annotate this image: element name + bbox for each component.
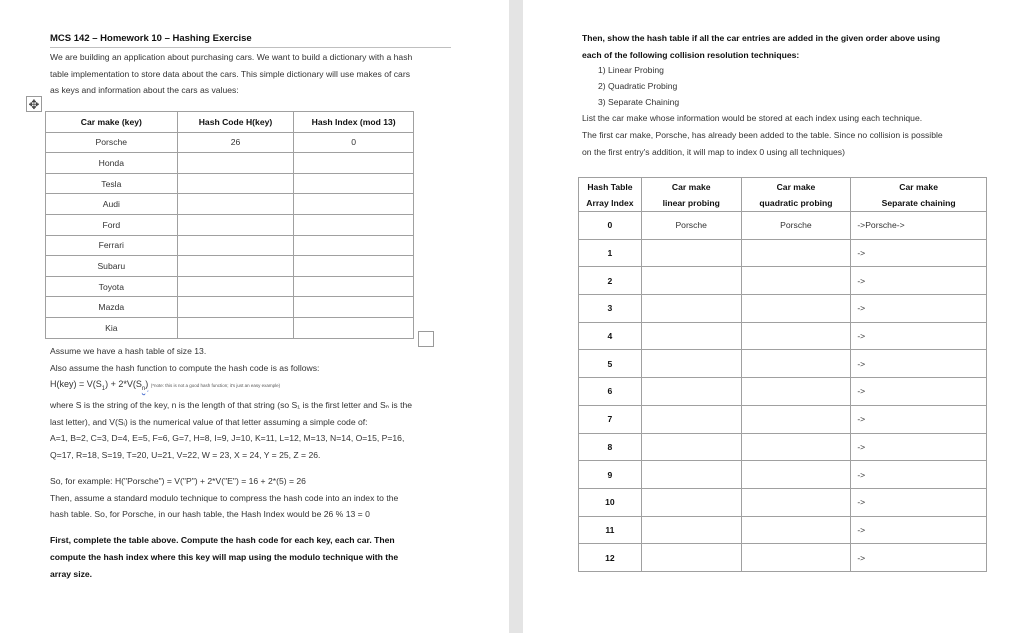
technique-list xyxy=(598,62,679,110)
header-separate-chaining: Car make Separate chaining xyxy=(851,178,987,212)
intro-line: Then, show the hash table if all the car entries are added in the given order above using xyxy=(582,33,941,43)
array-index-cell: 5 xyxy=(579,350,642,378)
array-index-cell: 8 xyxy=(579,433,642,461)
array-index-cell: 4 xyxy=(579,322,642,350)
hash-code-cell[interactable] xyxy=(177,276,294,297)
intro-line: each of the following collision resolution techniques: xyxy=(582,50,800,60)
chain-cell[interactable]: -> xyxy=(851,544,987,572)
letter-code-line: Q=17, R=18, S=19, T=20, U=21, V=22, W = 23, X = 24, Y = 25, Z = 26. xyxy=(50,449,321,460)
linear-cell[interactable] xyxy=(641,544,741,572)
table-row xyxy=(579,212,987,240)
table-row xyxy=(46,317,414,338)
hash-index-cell[interactable] xyxy=(294,235,414,256)
array-index-cell: 10 xyxy=(579,488,642,516)
array-index-cell: 12 xyxy=(579,544,642,572)
right-intro xyxy=(582,30,940,64)
example-paragraph xyxy=(50,473,398,523)
car-make-cell[interactable]: Mazda xyxy=(46,297,178,318)
info-paragraph xyxy=(582,110,943,161)
quadratic-cell[interactable]: Porsche xyxy=(741,212,851,240)
quadratic-cell[interactable] xyxy=(741,350,851,378)
array-index-cell: 7 xyxy=(579,405,642,433)
table-header-row xyxy=(579,178,987,212)
task-line: array size. xyxy=(50,569,93,579)
hash-index-cell[interactable] xyxy=(294,276,414,297)
car-make-cell[interactable]: Toyota xyxy=(46,276,178,297)
chain-cell[interactable]: -> xyxy=(851,433,987,461)
table-row xyxy=(579,267,987,295)
chain-cell[interactable]: -> xyxy=(851,350,987,378)
hash-index-cell[interactable] xyxy=(294,194,414,215)
example-line: Then, assume a standard modulo technique to compress the hash code into an index to the xyxy=(50,492,399,503)
quadratic-cell[interactable] xyxy=(741,461,851,489)
hash-code-cell[interactable] xyxy=(177,214,294,235)
chain-cell[interactable]: -> xyxy=(851,405,987,433)
assumptions-paragraph xyxy=(50,343,412,463)
linear-cell[interactable] xyxy=(641,322,741,350)
chain-cell[interactable]: -> xyxy=(851,516,987,544)
chain-cell[interactable]: -> xyxy=(851,378,987,406)
assume-line: Also assume the hash function to compute the hash code is as follows: xyxy=(50,362,320,373)
chain-cell[interactable]: -> xyxy=(851,461,987,489)
linear-cell[interactable] xyxy=(641,405,741,433)
collision-hash-table xyxy=(578,177,987,572)
car-make-cell[interactable]: Ferrari xyxy=(46,235,178,256)
hash-index-cell[interactable] xyxy=(294,153,414,174)
hash-code-cell[interactable] xyxy=(177,235,294,256)
hash-code-cell[interactable]: 26 xyxy=(177,132,294,153)
car-make-cell[interactable]: Subaru xyxy=(46,256,178,277)
chain-cell[interactable]: -> xyxy=(851,267,987,295)
quadratic-cell[interactable] xyxy=(741,267,851,295)
array-index-cell: 3 xyxy=(579,295,642,323)
title-underline xyxy=(50,47,451,48)
linear-cell[interactable] xyxy=(641,295,741,323)
task-paragraph xyxy=(50,532,398,583)
intro-line: We are building an application about purchasing cars. We want to build a dictionary with a hash xyxy=(50,52,413,62)
letter-code-line: A=1, B=2, C=3, D=4, E=5, F=6, G=7, H=8, I=9, J=10, K=11, L=12, M=13, N=14, O=15, P=16, xyxy=(50,433,405,444)
linear-cell[interactable] xyxy=(641,516,741,544)
hash-index-cell[interactable] xyxy=(294,173,414,194)
task-line: First, complete the table above. Compute the hash code for each key, each car. Then xyxy=(50,535,395,545)
hash-code-cell[interactable] xyxy=(177,297,294,318)
table-row xyxy=(579,544,987,572)
table-row xyxy=(579,461,987,489)
car-make-cell[interactable]: Tesla xyxy=(46,173,178,194)
table-row xyxy=(579,350,987,378)
header-linear-probing: Car make linear probing xyxy=(641,178,741,212)
header-array-index: Hash Table Array Index xyxy=(579,178,642,212)
linear-cell[interactable] xyxy=(641,433,741,461)
table-row xyxy=(46,297,414,318)
intro-paragraph xyxy=(50,49,412,99)
quadratic-cell[interactable] xyxy=(741,488,851,516)
table-row xyxy=(46,173,414,194)
quadratic-cell[interactable] xyxy=(741,322,851,350)
array-index-cell: 2 xyxy=(579,267,642,295)
right-page xyxy=(523,0,1024,633)
info-line: The first car make, Porsche, has already been added to the table. Since no collision is possible xyxy=(582,130,943,140)
table-move-handle-icon[interactable]: ✥ xyxy=(26,96,42,112)
example-line: So, for example: H("Porsche") = V("P") + 2*V("E") = 16 + 2*(5) = 26 xyxy=(50,476,306,486)
array-index-cell: 9 xyxy=(579,461,642,489)
hash-code-cell[interactable] xyxy=(177,194,294,215)
quadratic-cell[interactable] xyxy=(741,544,851,572)
table-row xyxy=(579,488,987,516)
linear-cell[interactable] xyxy=(641,461,741,489)
linear-cell[interactable] xyxy=(641,378,741,406)
header-hash-index: Hash Index (mod 13) xyxy=(294,112,414,133)
where-line: last letter), and V(Sᵢ) is the numerical value of that letter assuming a simple code of: xyxy=(50,416,368,427)
linear-cell[interactable] xyxy=(641,488,741,516)
linear-cell[interactable]: Porsche xyxy=(641,212,741,240)
example-line: hash table. So, for Porsche, in our hash table, the Hash Index would be 26 % 13 = 0 xyxy=(50,509,370,519)
car-make-cell[interactable]: Audi xyxy=(46,194,178,215)
technique-item: 3) Separate Chaining xyxy=(598,97,680,107)
table-row xyxy=(46,153,414,174)
quadratic-cell[interactable] xyxy=(741,295,851,323)
chain-cell[interactable]: ->Porsche-> xyxy=(851,212,987,240)
table-row xyxy=(579,239,987,267)
table-row xyxy=(46,132,414,153)
table-row xyxy=(46,194,414,215)
hash-index-cell[interactable] xyxy=(294,297,414,318)
hash-code-cell[interactable] xyxy=(177,317,294,338)
linear-cell[interactable] xyxy=(641,239,741,267)
table-row xyxy=(579,433,987,461)
linear-cell[interactable] xyxy=(641,267,741,295)
technique-item: 1) Linear Probing xyxy=(598,65,664,75)
assume-line: Assume we have a hash table of size 13. xyxy=(50,346,207,356)
intro-line: table implementation to store data about the cars. This simple dictionary will use makes of cars xyxy=(50,68,410,79)
technique-item: 2) Quadratic Probing xyxy=(598,81,678,91)
document-title: MCS 142 – Homework 10 – Hashing Exercise xyxy=(50,33,252,44)
chain-cell[interactable]: -> xyxy=(851,322,987,350)
hash-code-cell[interactable] xyxy=(177,153,294,174)
table-row xyxy=(579,516,987,544)
table-row xyxy=(46,276,414,297)
chain-cell[interactable]: -> xyxy=(851,488,987,516)
linear-cell[interactable] xyxy=(641,350,741,378)
quadratic-cell[interactable] xyxy=(741,405,851,433)
header-quadratic-probing: Car make quadratic probing xyxy=(741,178,851,212)
hash-index-cell[interactable] xyxy=(294,317,414,338)
car-make-cell[interactable]: Honda xyxy=(46,153,178,174)
header-hash-code: Hash Code H(key) xyxy=(177,112,294,133)
hash-code-cell[interactable] xyxy=(177,173,294,194)
hash-index-cell[interactable]: 0 xyxy=(294,132,414,153)
table-row xyxy=(46,235,414,256)
quadratic-cell[interactable] xyxy=(741,378,851,406)
task-line: compute the hash index where this key will map using the modulo technique with the xyxy=(50,552,399,562)
table-resize-handle[interactable] xyxy=(418,331,434,347)
hash-code-cell[interactable] xyxy=(177,256,294,277)
quadratic-cell[interactable] xyxy=(741,433,851,461)
car-make-cell[interactable]: Ford xyxy=(46,214,178,235)
table-row xyxy=(579,405,987,433)
hash-index-cell[interactable] xyxy=(294,214,414,235)
table-row xyxy=(46,214,414,235)
intro-line: as keys and information about the cars as values: xyxy=(50,85,239,95)
table-row xyxy=(579,322,987,350)
hash-formula: $H(key) = V(S_1) + 2*V(S_n)$ (*note: this is not a good hash function; it's just an easy example) xyxy=(50,379,281,392)
header-car-make: Car make (key) xyxy=(46,112,178,133)
info-line: List the car make whose information would be stored at each index using each technique. xyxy=(582,113,923,123)
table-row xyxy=(46,256,414,277)
formula-note: (*note: this is not a good hash function; it's just an easy example) xyxy=(150,383,281,388)
array-index-cell: 11 xyxy=(579,516,642,544)
array-index-cell: 1 xyxy=(579,239,642,267)
chain-cell[interactable]: -> xyxy=(851,295,987,323)
chain-cell[interactable]: -> xyxy=(851,239,987,267)
hash-index-cell[interactable] xyxy=(294,256,414,277)
table-row xyxy=(579,378,987,406)
table-header-row xyxy=(46,112,414,133)
table-row xyxy=(579,295,987,323)
car-make-cell[interactable]: Porsche xyxy=(46,132,178,153)
left-page xyxy=(0,0,509,633)
info-line: on the first entry's addition, it will map to index 0 using all techniques) xyxy=(582,147,845,157)
where-line: where S is the string of the key, n is the length of that string (so S₁ is the first letter and Sₙ is the xyxy=(50,400,413,411)
array-index-cell: 6 xyxy=(579,378,642,406)
quadratic-cell[interactable] xyxy=(741,239,851,267)
quadratic-cell[interactable] xyxy=(741,516,851,544)
array-index-cell: 0 xyxy=(579,212,642,240)
car-hash-table xyxy=(45,111,414,339)
car-make-cell[interactable]: Kia xyxy=(46,317,178,338)
